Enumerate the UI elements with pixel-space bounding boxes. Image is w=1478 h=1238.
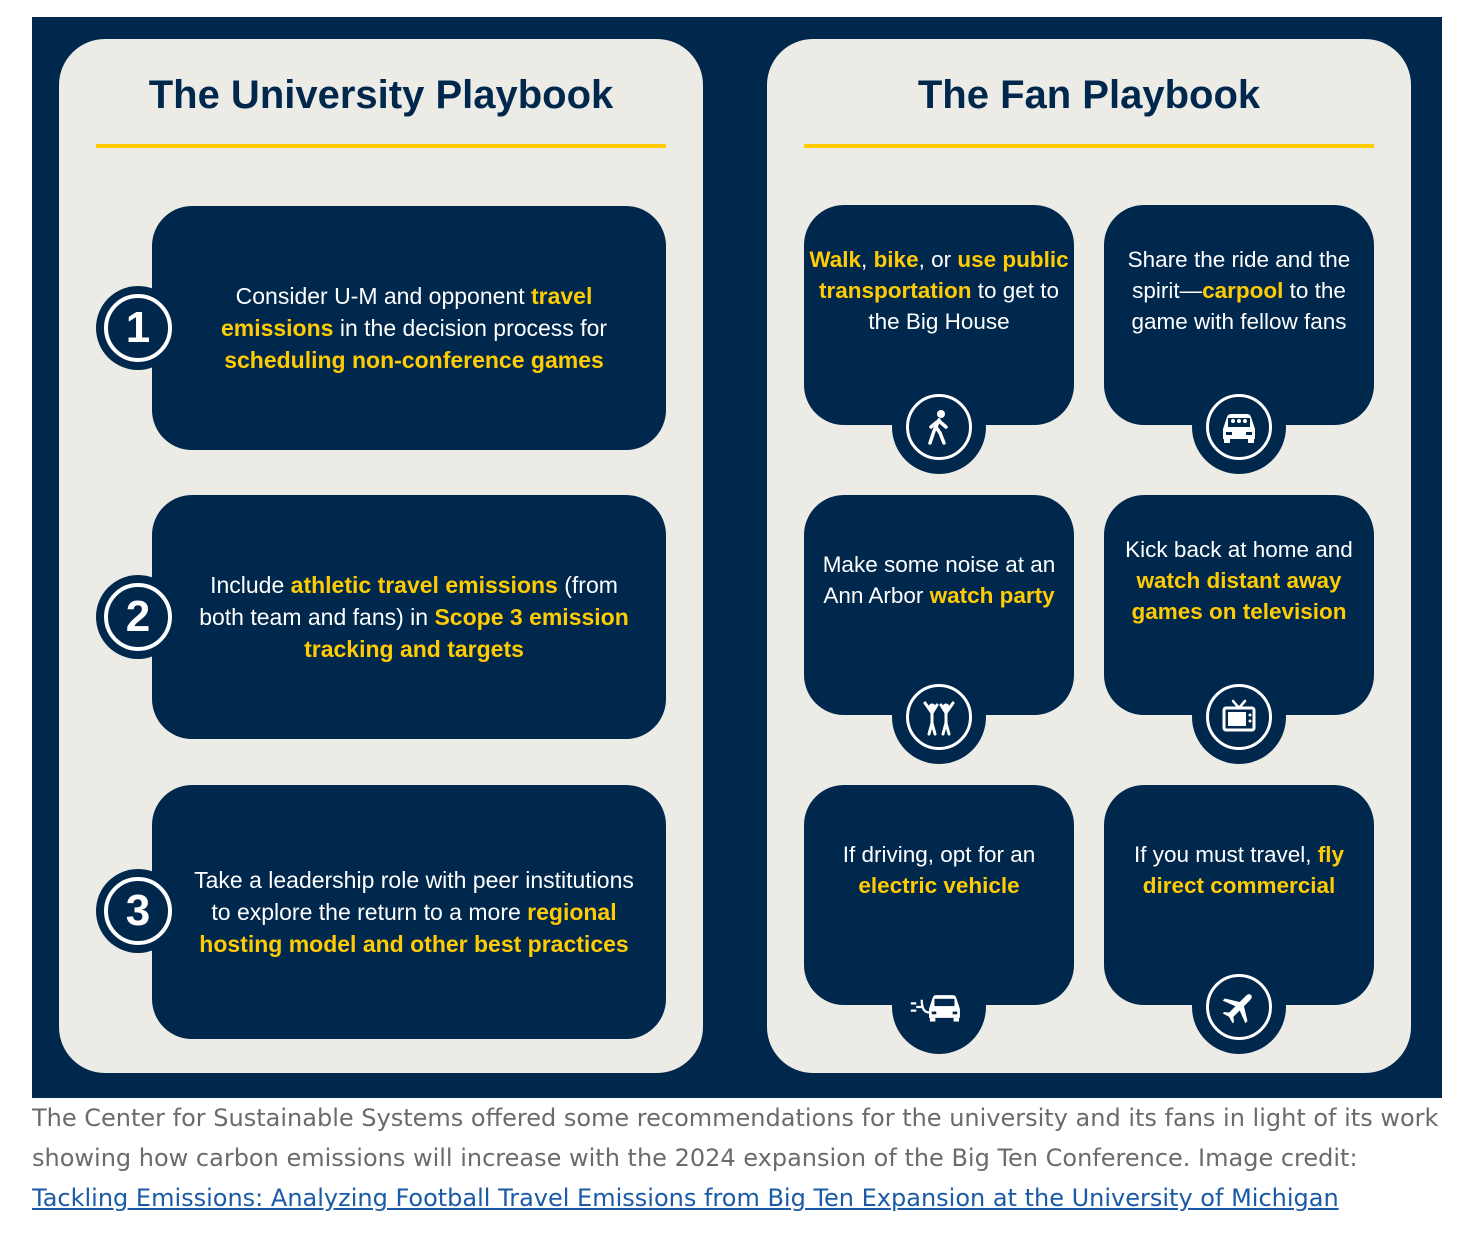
- body-text: If driving, opt for an: [842, 842, 1036, 867]
- body-text: Kick back at home and: [1125, 536, 1353, 562]
- highlighted-text: scheduling non-conference games: [224, 347, 604, 373]
- highlighted-text: Walk: [809, 246, 862, 272]
- highlighted-text: electric vehicle: [858, 873, 1020, 898]
- title-divider: [804, 144, 1374, 148]
- step-text: [192, 280, 636, 376]
- image-caption: [32, 1098, 1448, 1218]
- highlighted-text: Scope 3 emission tracking and targets: [304, 604, 629, 662]
- highlighted-text: athletic travel emissions: [290, 572, 558, 598]
- highlighted-text: carpool: [1202, 277, 1284, 303]
- university-playbook-panel: [59, 39, 703, 1073]
- body-text: If you must travel,: [1133, 842, 1318, 867]
- body-text: Make some noise at an Ann Arbor: [822, 552, 1056, 608]
- title-divider: [96, 144, 666, 148]
- highlighted-text: use public transportation: [818, 246, 1069, 303]
- highlighted-text: travel emissions: [220, 283, 593, 341]
- body-text: to the game with fellow fans: [1131, 277, 1347, 334]
- body-text: Take a leadership role with peer institutions to explore the return to a more: [194, 867, 634, 925]
- step-text: [192, 569, 636, 665]
- step-number-2: [96, 575, 180, 659]
- infographic: [32, 17, 1442, 1098]
- body-text: ,: [861, 246, 874, 272]
- electric-car-icon: [892, 960, 986, 1054]
- step-number-1: [96, 286, 180, 370]
- highlighted-text: regional hosting model and other best practices: [199, 899, 629, 957]
- fan-card-text: [808, 785, 1070, 955]
- body-text: Share the ride and the spirit—: [1127, 246, 1351, 303]
- fan-card-text: [1108, 785, 1370, 955]
- fan-playbook-panel: [767, 39, 1411, 1073]
- highlighted-text: bike: [873, 246, 919, 272]
- caption-text: The Center for Sustainable Systems offered some recommendations for the university and its fans in light of its work showing how carbon emissions will increase with the 2024 expansion of the Big Ten Conference. Image credit:: [32, 1104, 1439, 1172]
- carpool-icon: [1192, 380, 1286, 474]
- source-link[interactable]: Tackling Emissions: Analyzing Football Travel Emissions from Big Ten Expansion at the University of Michigan: [32, 1184, 1339, 1212]
- television-icon: [1192, 670, 1286, 764]
- step-number-label: 3: [104, 877, 172, 945]
- highlighted-text: fly direct commercial: [1142, 842, 1345, 898]
- step-number-3: [96, 869, 180, 953]
- body-text: to get to the Big House: [868, 277, 1060, 334]
- university-playbook-title: The University Playbook: [148, 73, 614, 117]
- airplane-icon: [1192, 960, 1286, 1054]
- step-number-label: 1: [104, 294, 172, 362]
- walking-person-icon: [892, 380, 986, 474]
- body-text: Include: [210, 572, 291, 598]
- body-text: in the decision process for: [333, 315, 608, 341]
- highlighted-text: watch party: [929, 583, 1055, 608]
- fan-card-text: [1108, 495, 1370, 665]
- fan-card-text: [808, 495, 1070, 665]
- body-text: (from both team and fans) in: [199, 572, 618, 630]
- step-text: [192, 864, 636, 960]
- highlighted-text: watch distant away games on television: [1131, 567, 1347, 624]
- step-number-label: 2: [104, 583, 172, 651]
- cheering-fans-icon: [892, 670, 986, 764]
- body-text: Consider U-M and opponent: [235, 283, 531, 309]
- body-text: , or: [918, 246, 958, 272]
- step-card-3: [152, 785, 666, 1039]
- fan-playbook-title: The Fan Playbook: [917, 73, 1261, 117]
- fan-card-text: [1108, 205, 1370, 375]
- fan-card-text: [808, 205, 1070, 375]
- step-card-2: [152, 495, 666, 739]
- step-card-1: [152, 206, 666, 450]
